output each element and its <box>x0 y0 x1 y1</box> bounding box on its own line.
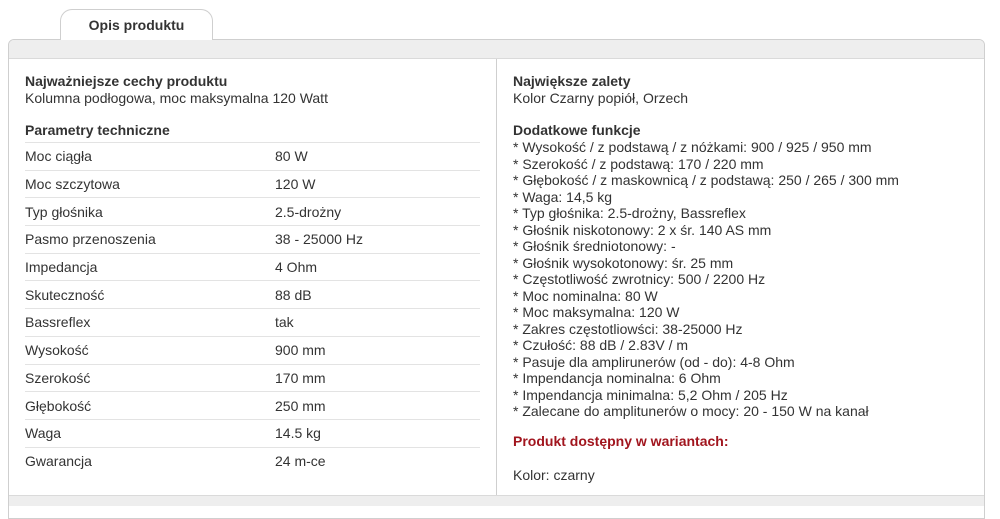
spec-table <box>25 142 480 475</box>
list-item: * Szerokość / z podstawą: 170 / 220 mm <box>513 155 764 172</box>
list-item: * Impendancja minimalna: 5,2 Ohm / 205 Hz <box>513 386 788 403</box>
spec-value: 170 mm <box>275 364 480 392</box>
list-item: * Zakres częstotliowści: 38-25000 Hz <box>513 320 743 337</box>
list-item: * Czułość: 88 dB / 2.83V / m <box>513 337 689 353</box>
list-item: * Typ głośnika: 2.5-drożny, Bassreflex <box>513 205 746 221</box>
table-row <box>25 419 480 447</box>
tech-params-title: Parametry techniczne <box>25 122 170 138</box>
list-item: * Głośnik niskotonowy: 2 x śr. 140 AS mm <box>513 221 772 238</box>
table-row <box>25 336 480 364</box>
main-features-text: Kolumna podłogowa, moc maksymalna 120 Watt <box>25 90 328 106</box>
table-row <box>25 253 480 281</box>
tab-label: Opis produktu <box>88 17 185 33</box>
table-row <box>25 198 480 226</box>
table-row <box>25 281 480 309</box>
spec-name: Waga <box>25 419 275 447</box>
list-item: * Moc maksymalna: 120 W <box>513 304 680 320</box>
list-item: * Zalecane do amplitunerów o mocy: 20 - 150 W na kanał <box>513 403 869 419</box>
spec-value: 38 - 25000 Hz <box>275 226 480 254</box>
tab-product-description[interactable] <box>60 9 213 40</box>
main-features-title: Najważniejsze cechy produktu <box>25 73 228 89</box>
spec-name: Impedancja <box>25 253 275 281</box>
table-row <box>25 447 480 475</box>
list-item: * Wysokość / z podstawą / z nóżkami: 900 / 925 / 950 mm <box>513 139 872 155</box>
spec-name: Pasmo przenoszenia <box>25 226 275 254</box>
spec-name: Szerokość <box>25 364 275 392</box>
spec-value: 24 m-ce <box>275 447 480 475</box>
panel-footer-band <box>9 495 984 506</box>
list-item: * Głębokość / z maskownicą / z podstawą: 250 / 265 / 300 mm <box>513 172 899 188</box>
table-row <box>25 226 480 254</box>
spec-name: Bassreflex <box>25 309 275 337</box>
variant-color: Kolor: czarny <box>513 466 595 483</box>
right-column <box>513 73 973 484</box>
left-column <box>25 73 480 475</box>
spec-value: 4 Ohm <box>275 253 480 281</box>
extra-features-list <box>513 139 973 420</box>
spec-name: Typ głośnika <box>25 198 275 226</box>
list-item: * Częstotliwość zwrotnicy: 500 / 2200 Hz <box>513 271 766 287</box>
variants-title: Produkt dostępny w wariantach: <box>513 432 729 449</box>
advantages-text: Kolor Czarny popiół, Orzech <box>513 90 689 106</box>
spec-value: 250 mm <box>275 392 480 420</box>
spec-name: Gwarancja <box>25 447 275 475</box>
spec-value: tak <box>275 309 480 337</box>
list-item: * Impendancja nominalna: 6 Ohm <box>513 370 721 386</box>
list-item: * Moc nominalna: 80 W <box>513 287 658 304</box>
extra-features-title: Dodatkowe funkcje <box>513 122 641 138</box>
spec-name: Skuteczność <box>25 281 275 309</box>
spec-value: 14.5 kg <box>275 419 480 447</box>
list-item: * Pasuje dla amplirunerów (od - do): 4-8 Ohm <box>513 353 795 370</box>
list-item: * Głośnik średniotonowy: - <box>513 238 676 254</box>
spec-value: 120 W <box>275 170 480 198</box>
spec-name: Moc szczytowa <box>25 170 275 198</box>
spec-name: Głębokość <box>25 392 275 420</box>
table-row <box>25 170 480 198</box>
advantages-title: Największe zalety <box>513 73 631 89</box>
column-divider <box>496 59 497 495</box>
list-item: * Głośnik wysokotonowy: śr. 25 mm <box>513 254 734 271</box>
spec-name: Moc ciągła <box>25 143 275 171</box>
table-row <box>25 143 480 171</box>
spec-value: 2.5-drożny <box>275 198 480 226</box>
table-row <box>25 364 480 392</box>
spec-name: Wysokość <box>25 336 275 364</box>
spec-value: 900 mm <box>275 336 480 364</box>
spec-value: 80 W <box>275 143 480 171</box>
list-item: * Waga: 14,5 kg <box>513 188 613 205</box>
table-row <box>25 309 480 337</box>
panel-header-band <box>9 40 984 59</box>
spec-value: 88 dB <box>275 281 480 309</box>
table-row <box>25 392 480 420</box>
